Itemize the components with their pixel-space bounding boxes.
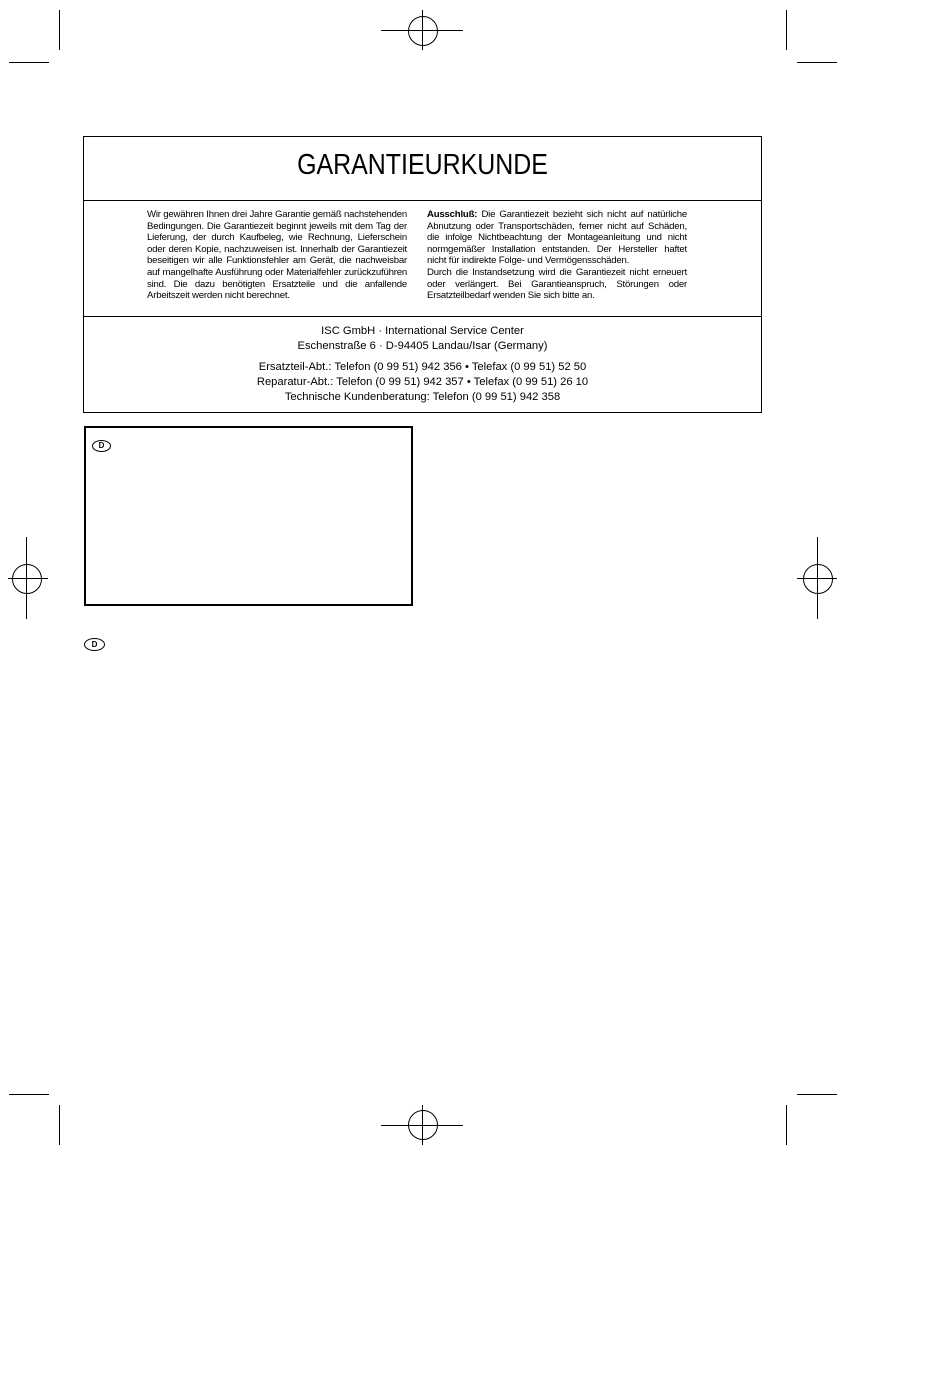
- crop-mark: [9, 62, 49, 63]
- crop-mark: [797, 1094, 837, 1095]
- country-badge-icon: D: [92, 440, 111, 452]
- guarantee-text: Wir gewähren Ihnen drei Jahre Garantie gemäß nachstehenden Bedingungen. Die Garantiezeit beginnt jeweils mit dem Tag der Lieferung, der durch Kaufbeleg, wie Rechnung, Lieferschein oder deren Kopie, nachzuweisen ist. Innerhalb der Garantiezeit beseitigen wir alle Funktionsfehler am Gerät, die nachweisbar auf mangelhafte Ausführung oder Materialfehler zurückzuführen sind. Die dazu benötigten Ersatzteile und die anfallende Arbeitszeit werden nicht berechnet.: [147, 209, 407, 302]
- repair-contact: Reparatur-Abt.: Telefon (0 99 51) 942 357 • Telefax (0 99 51) 26 10: [256, 376, 589, 388]
- exclusion-paragraph: [427, 209, 687, 267]
- registration-circle: [408, 16, 438, 46]
- company-name: ISC GmbH · International Service Center: [321, 325, 524, 337]
- divider: [84, 200, 761, 201]
- spare-parts-contact: Ersatzteil-Abt.: Telefon (0 99 51) 942 356 • Telefax (0 99 51) 52 50: [258, 361, 587, 373]
- crop-mark: [59, 10, 60, 50]
- country-badge-icon: D: [84, 638, 105, 651]
- warranty-card: [83, 136, 762, 413]
- crop-mark: [786, 10, 787, 50]
- crop-mark: [786, 1105, 787, 1145]
- divider: [84, 316, 761, 317]
- registration-circle: [803, 564, 833, 594]
- crop-mark: [59, 1105, 60, 1145]
- exclusion-section: [427, 209, 687, 302]
- page-title: GARANTIEURKUNDE: [297, 149, 548, 181]
- extension-text: Durch die Instandsetzung wird die Garantiezeit nicht erneuert oder verlängert. Bei Garantieanspruch, Störungen oder Ersatzteilbedarf wenden Sie sich bitte an.: [427, 266, 687, 302]
- exclusion-label: Ausschluß:: [427, 209, 478, 220]
- crop-mark: [797, 62, 837, 63]
- exclusion-text: Die Garantiezeit bezieht sich nicht auf natürliche Abnutzung oder Transportschäden, ferner nicht auf Schäden, die infolge Nichtbeachtung der Montageanleitung und nicht normgemäßer Installation entstanden. Der Hersteller haftet nicht für indirekte Folge- und Vermögensschäden.: [427, 209, 688, 267]
- company-address: Eschenstraße 6 · D-94405 Landau/Isar (Germany): [297, 340, 548, 352]
- crop-mark: [9, 1094, 49, 1095]
- tech-advice-contact: Technische Kundenberatung: Telefon (0 99 51) 942 358: [284, 391, 561, 403]
- dealer-stamp-box: [84, 426, 413, 606]
- registration-circle: [408, 1110, 438, 1140]
- registration-circle: [12, 564, 42, 594]
